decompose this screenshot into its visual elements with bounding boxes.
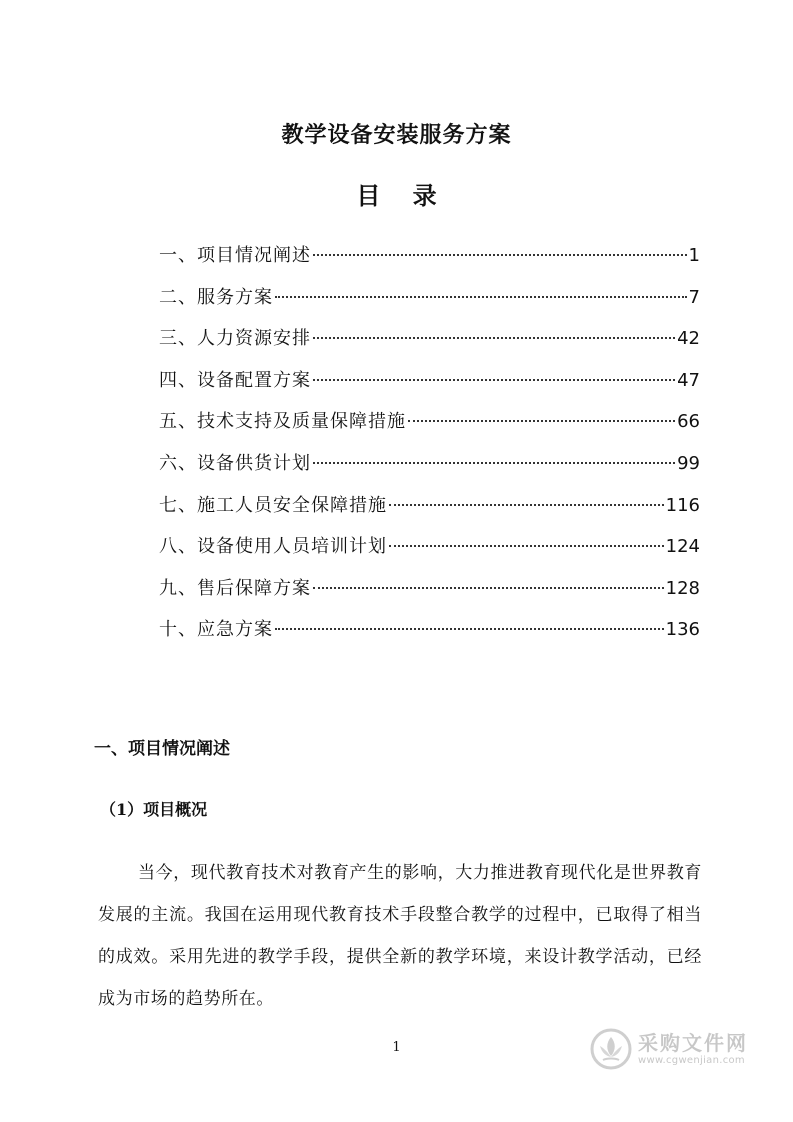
toc-leader-dots [389, 504, 664, 506]
toc-entry-label: 八、设备使用人员培训计划 [159, 536, 387, 558]
body-paragraph: 当今，现代教育技术对教育产生的影响，大力推进教育现代化是世界教育发展的主流。我国在运用现代教育技术手段整合教学的过程中，已取得了相当的成效。采用先进的教学手段，提供全新的教学环境，来设计教学活动，已经成为市场的趋势所在。 [98, 863, 702, 1009]
toc-entry[interactable] [159, 282, 700, 324]
toc-entry-page: 42 [677, 328, 700, 350]
toc-entry-page: 99 [677, 452, 700, 474]
toc-entry-label: 十、应急方案 [159, 619, 273, 641]
table-of-contents [159, 240, 700, 656]
watermark [590, 1026, 770, 1072]
toc-heading: 目 录 [356, 181, 449, 210]
toc-leader-dots [389, 545, 664, 547]
toc-entry-label: 五、技术支持及质量保障措施 [159, 411, 406, 433]
toc-entry-page: 116 [665, 494, 700, 516]
toc-entry-label: 二、服务方案 [159, 286, 273, 308]
toc-entry-label: 九、售后保障方案 [159, 577, 311, 599]
toc-entry[interactable] [159, 614, 700, 656]
toc-entry-page: 128 [665, 577, 700, 599]
toc-entry[interactable] [159, 531, 700, 573]
toc-leader-dots [313, 462, 675, 464]
section-heading: 一、项目情况阐述 [94, 739, 230, 759]
toc-entry[interactable] [159, 406, 700, 448]
toc-entry-page: 47 [677, 369, 700, 391]
document-title: 教学设备安装服务方案 [281, 122, 512, 148]
toc-leader-dots [275, 296, 687, 298]
toc-entry-label: 七、施工人员安全保障措施 [159, 494, 387, 516]
toc-entry[interactable] [159, 490, 700, 532]
toc-leader-dots [313, 337, 675, 339]
toc-entry[interactable] [159, 240, 700, 282]
toc-leader-dots [408, 420, 675, 422]
toc-entry[interactable] [159, 573, 700, 615]
toc-entry-page: 7 [688, 286, 700, 308]
toc-entry[interactable] [159, 323, 700, 365]
toc-entry-page: 136 [665, 619, 700, 641]
lotus-circle-icon [590, 1028, 632, 1070]
watermark-url: www.cgwenjian.com [638, 1054, 745, 1066]
toc-entry-label: 四、设备配置方案 [159, 369, 311, 391]
toc-leader-dots [313, 379, 675, 381]
toc-leader-dots [313, 254, 687, 256]
toc-entry-page: 124 [665, 536, 700, 558]
toc-leader-dots [275, 628, 664, 630]
toc-leader-dots [313, 587, 664, 589]
toc-entry[interactable] [159, 365, 700, 407]
sub-heading: （1）项目概况 [100, 800, 208, 819]
watermark-name: 采购文件网 [638, 1030, 748, 1055]
toc-entry-label: 六、设备供货计划 [159, 452, 311, 474]
page-number: 1 [392, 1040, 401, 1055]
watermark-text [638, 1030, 748, 1066]
toc-entry-label: 一、项目情况阐述 [159, 245, 311, 266]
toc-entry-page: 66 [677, 411, 700, 433]
toc-entry[interactable] [159, 448, 700, 490]
toc-entry-page: 1 [688, 245, 700, 266]
toc-entry-label: 三、人力资源安排 [159, 328, 311, 350]
